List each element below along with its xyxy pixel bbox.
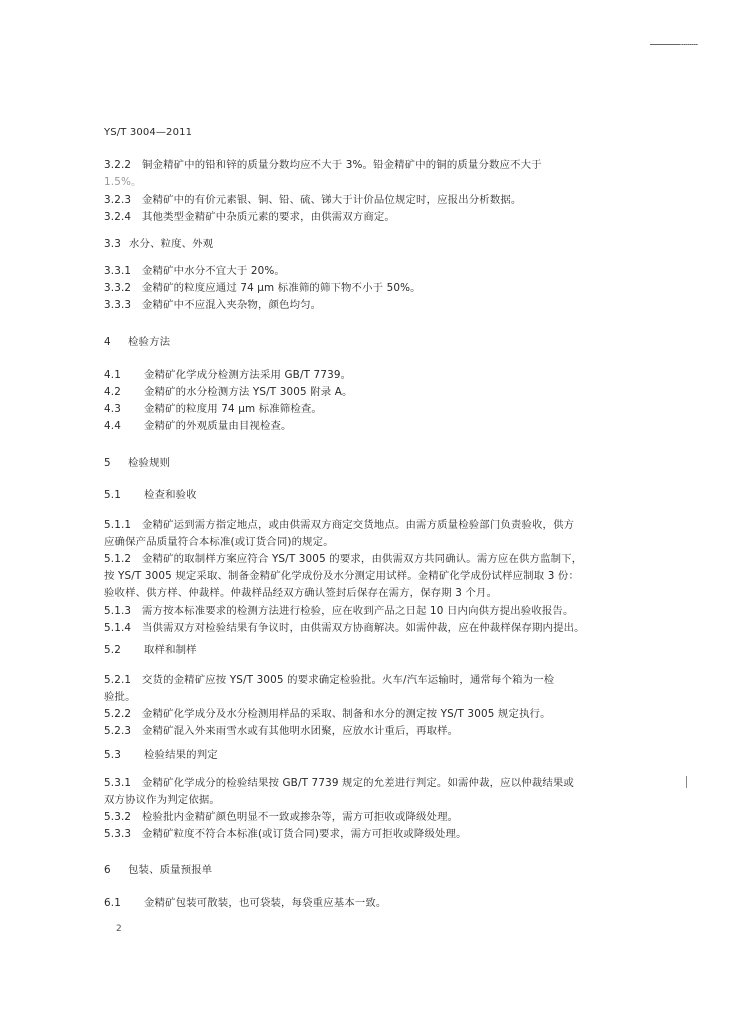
clause-number: 3.3.3: [104, 299, 132, 311]
heading-number: 5.1: [104, 489, 121, 501]
clause-text: 金精矿混入外来雨雪水或有其他明水团聚，应放水计重后，再取样。: [142, 725, 459, 737]
clause-number: 4.3: [104, 403, 121, 415]
clause-text: 金精矿的取制样方案应符合 YS/T 3005 的要求，由供需双方共同确认。需方应在供方监制下，: [142, 553, 583, 565]
clause-5-1-2-continued-1: 按 YS/T 3005 规定采取、制备金精矿化学成份及水分测定用试样。金精矿化学成份试样应制取 3 份：: [104, 570, 579, 582]
clause-text: 其他类型金精矿中杂质元素的要求，由供需双方商定。: [142, 211, 395, 223]
clause-number: 5.1.4: [104, 622, 132, 634]
clause-5-3-3: [104, 827, 629, 841]
heading-text: 水分、粒度、外观: [128, 238, 214, 250]
page-number: 2: [116, 924, 122, 934]
clause-5-1-2: [104, 552, 629, 566]
clause-number: 3.3.1: [104, 265, 132, 277]
heading-text: 包装、质量预报单: [128, 864, 213, 876]
clause-3-3-3: [104, 298, 629, 312]
clause-3-3-1: [104, 264, 629, 278]
clause-5-1-2-continued-2: 验收样、供方样、仲裁样。仲裁样品经双方确认签封后保存在需方，保存期 3 个月。: [104, 587, 498, 599]
heading-number: 5.2: [104, 644, 121, 656]
clause-text: 金精矿的水分检测方法 YS/T 3005 附录 A。: [144, 386, 353, 398]
clause-number: 5.1.1: [104, 519, 132, 531]
heading-6: [104, 863, 629, 877]
clause-text: 金精矿化学成分及水分检测用样品的采取、制备和水分的测定按 YS/T 3005 规定执行。: [142, 708, 551, 720]
clause-number: 3.2.2: [104, 159, 132, 171]
heading-text: 检查和验收: [144, 489, 197, 501]
heading-number: 3.3: [104, 238, 121, 250]
heading-5: [104, 456, 629, 470]
clause-text: 金精矿的粒度应通过 74 μm 标准筛的筛下物不小于 50%。: [142, 282, 421, 294]
heading-text: 检验结果的判定: [144, 749, 218, 761]
clause-4-3: [104, 402, 629, 416]
clause-number: 5.1.2: [104, 553, 132, 565]
clause-number: 4.2: [104, 386, 121, 398]
clause-6-1: [104, 896, 629, 910]
heading-number: 4: [104, 336, 111, 348]
clause-text: 金精矿包装可散装，也可袋装，每袋重应基本一致。: [144, 897, 387, 909]
clause-text: 金精矿的外观质量由目视检查。: [144, 420, 292, 432]
heading-number: 5: [104, 457, 111, 469]
heading-number: 5.3: [104, 749, 121, 761]
heading-text: 检验方法: [128, 336, 171, 348]
clause-number: 5.2.3: [104, 725, 132, 737]
heading-5-3: [104, 748, 629, 762]
clause-5-3-1: [104, 776, 629, 790]
heading-number: 6: [104, 864, 111, 876]
heading-5-2: [104, 643, 629, 657]
clause-text: 金精矿的粒度用 74 μm 标准筛检查。: [144, 403, 322, 415]
clause-5-1-4: [104, 621, 629, 635]
scan-corner-mark: [650, 44, 698, 45]
clause-number: 3.3.2: [104, 282, 132, 294]
clause-text: 当供需双方对检验结果有争议时，由供需双方协商解决。如需仲裁，应在仲裁样保存期内提出。: [142, 622, 585, 634]
clause-3-2-2-continued: 1.5%。: [104, 176, 142, 188]
clause-4-1: [104, 368, 629, 382]
clause-text: 金精矿化学成分的检验结果按 GB/T 7739 规定的允差进行判定。如需仲裁，应以仲裁结果或: [142, 777, 574, 789]
clause-text: 检验批内金精矿颜色明显不一致或掺杂等，需方可拒收或降级处理。: [142, 811, 459, 823]
clause-text: 金精矿化学成分检测方法采用 GB/T 7739。: [144, 369, 352, 381]
standard-code: YS/T 3004—2011: [104, 127, 193, 138]
heading-text: 取样和制样: [144, 644, 197, 656]
clause-number: 5.3.3: [104, 828, 132, 840]
clause-text: 金精矿中水分不宜大于 20%。: [142, 265, 285, 277]
clause-3-3-2: [104, 281, 629, 295]
heading-5-1: [104, 488, 629, 502]
clause-number: 4.4: [104, 420, 121, 432]
clause-number: 5.3.1: [104, 777, 132, 789]
clause-number: 5.2.1: [104, 674, 132, 686]
clause-3-2-2: [104, 158, 629, 172]
clause-text: 金精矿运到需方指定地点，或由供需双方商定交货地点。由需方质量检验部门负责验收，供方: [142, 519, 575, 531]
clause-number: 5.1.3: [104, 605, 132, 617]
clause-number: 5.2.2: [104, 708, 132, 720]
clause-number: 5.3.2: [104, 811, 132, 823]
clause-number: 6.1: [104, 897, 121, 909]
clause-number: 3.2.4: [104, 211, 132, 223]
clause-text: 交货的金精矿应按 YS/T 3005 的要求确定检验批。火车/汽车运输时，通常每个箱为一检: [142, 674, 555, 686]
clause-4-4: [104, 419, 629, 433]
clause-5-1-1-continued: 应确保产品质量符合本标准(或订货合同)的规定。: [104, 536, 334, 548]
clause-4-2: [104, 385, 629, 399]
clause-5-2-3: [104, 724, 629, 738]
clause-text: 金精矿中的有价元素银、铜、铅、硫、锑大于计价品位规定时，应报出分析数据。: [142, 194, 522, 206]
clause-3-2-4: [104, 210, 629, 224]
clause-5-3-1-continued: 双方协议作为判定依据。: [104, 794, 220, 806]
heading-4: [104, 335, 629, 349]
clause-5-3-2: [104, 810, 629, 824]
clause-5-2-1: [104, 673, 629, 687]
scan-edge-mark: [686, 776, 687, 788]
clause-5-2-1-continued: 验批。: [104, 691, 136, 703]
clause-5-1-1: [104, 518, 629, 532]
clause-text: 金精矿中不应混入夹杂物，颜色均匀。: [142, 299, 322, 311]
clause-5-2-2: [104, 707, 629, 721]
heading-text: 检验规则: [128, 457, 171, 469]
clause-text: 金精矿粒度不符合本标准(或订货合同)要求，需方可拒收或降级处理。: [142, 828, 467, 840]
clause-3-2-3: [104, 193, 629, 207]
clause-text: 铜金精矿中的铅和锌的质量分数均应不大于 3%。铅金精矿中的铜的质量分数应不大于: [142, 159, 542, 171]
clause-number: 4.1: [104, 369, 121, 381]
heading-3-3: [104, 237, 629, 251]
clause-number: 3.2.3: [104, 194, 132, 206]
clause-text: 需方按本标准要求的检测方法进行检验，应在收到产品之日起 10 日内向供方提出验收报告。: [142, 605, 574, 617]
clause-5-1-3: [104, 604, 629, 618]
